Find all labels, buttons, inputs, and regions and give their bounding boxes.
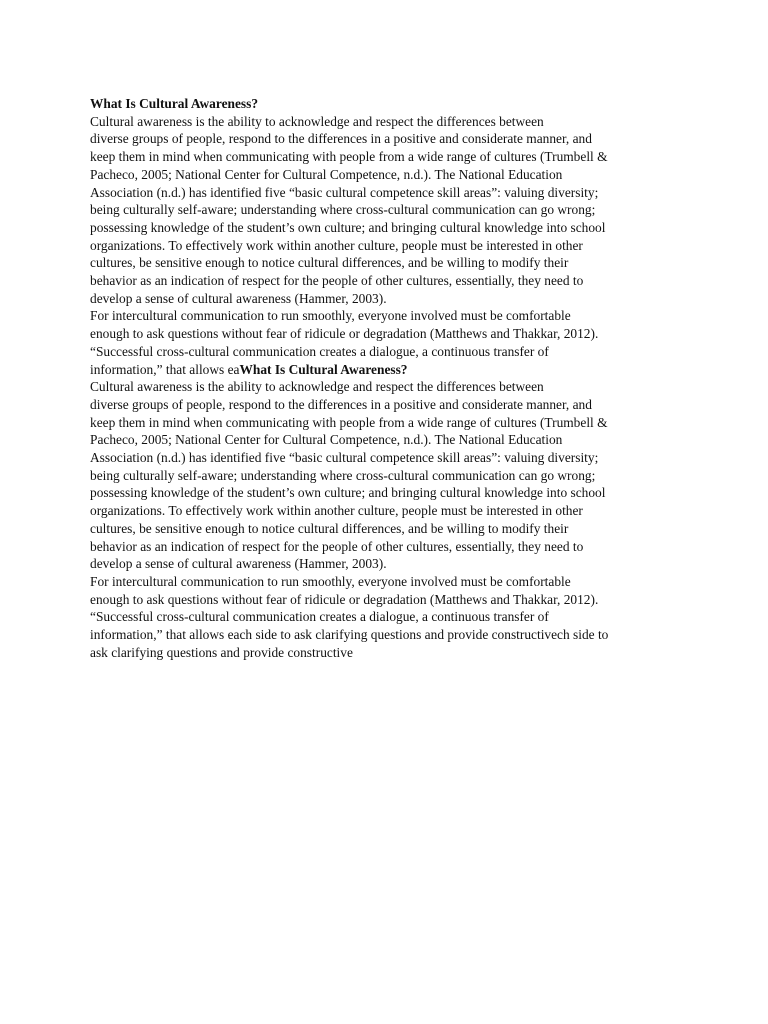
body-line: “Successful cross-cultural communication creates a dialogue, a continuous transfer of [90, 609, 549, 625]
body-line: being culturally self-aware; understanding where cross-cultural communication can go wrong; [90, 202, 596, 218]
mixed-line-text: information,” that allows ea [90, 361, 240, 377]
body-line: information,” that allows each side to ask clarifying questions and provide constructivech side to [90, 627, 609, 643]
body-line: cultures, be sensitive enough to notice cultural differences, and be willing to modify their [90, 255, 569, 271]
body-line: possessing knowledge of the student’s own culture; and bringing cultural knowledge into school [90, 219, 606, 235]
body-line: Association (n.d.) has identified five “basic cultural competence skill areas”: valuing diversity; [90, 184, 599, 200]
body-line: Pacheco, 2005; National Center for Cultural Competence, n.d.). The National Education [90, 432, 563, 448]
body-line: Cultural awareness is the ability to acknowledge and respect the differences between [90, 113, 544, 129]
body-line: behavior as an indication of respect for the people of other cultures, essentially, they need to [90, 273, 584, 289]
body-line: keep them in mind when communicating with people from a wide range of cultures (Trumbell & [90, 149, 608, 165]
body-line: being culturally self-aware; understanding where cross-cultural communication can go wrong; [90, 467, 596, 483]
body-line: diverse groups of people, respond to the differences in a positive and considerate manner, and [90, 396, 592, 412]
body-line: behavior as an indication of respect for the people of other cultures, essentially, they need to [90, 538, 584, 554]
body-line: cultures, be sensitive enough to notice cultural differences, and be willing to modify their [90, 520, 569, 536]
body-line: organizations. To effectively work within another culture, people must be interested in other [90, 503, 583, 519]
document-body [90, 95, 710, 662]
body-line: For intercultural communication to run smoothly, everyone involved must be comfortable [90, 308, 571, 324]
repeated-heading: What Is Cultural Awareness? [239, 361, 408, 377]
body-line: enough to ask questions without fear of ridicule or degradation (Matthews and Thakkar, 2012). [90, 326, 599, 342]
mixed-line [90, 361, 710, 379]
document-heading: What Is Cultural Awareness? [90, 96, 259, 111]
body-line: ask clarifying questions and provide constructive [90, 644, 353, 660]
body-line: possessing knowledge of the student’s own culture; and bringing cultural knowledge into school [90, 485, 606, 501]
body-line: develop a sense of cultural awareness (Hammer, 2003). [90, 556, 387, 572]
body-line: For intercultural communication to run smoothly, everyone involved must be comfortable [90, 573, 571, 589]
body-line: Cultural awareness is the ability to acknowledge and respect the differences between [90, 379, 544, 395]
body-line: diverse groups of people, respond to the differences in a positive and considerate manner, and [90, 131, 592, 147]
body-line: develop a sense of cultural awareness (Hammer, 2003). [90, 290, 387, 306]
body-line: Association (n.d.) has identified five “basic cultural competence skill areas”: valuing diversity; [90, 450, 599, 466]
body-line: organizations. To effectively work within another culture, people must be interested in other [90, 237, 583, 253]
body-line: “Successful cross-cultural communication creates a dialogue, a continuous transfer of [90, 343, 549, 359]
body-line: keep them in mind when communicating with people from a wide range of cultures (Trumbell & [90, 414, 608, 430]
body-line: Pacheco, 2005; National Center for Cultural Competence, n.d.). The National Education [90, 166, 563, 182]
body-line: enough to ask questions without fear of ridicule or degradation (Matthews and Thakkar, 2012). [90, 591, 599, 607]
